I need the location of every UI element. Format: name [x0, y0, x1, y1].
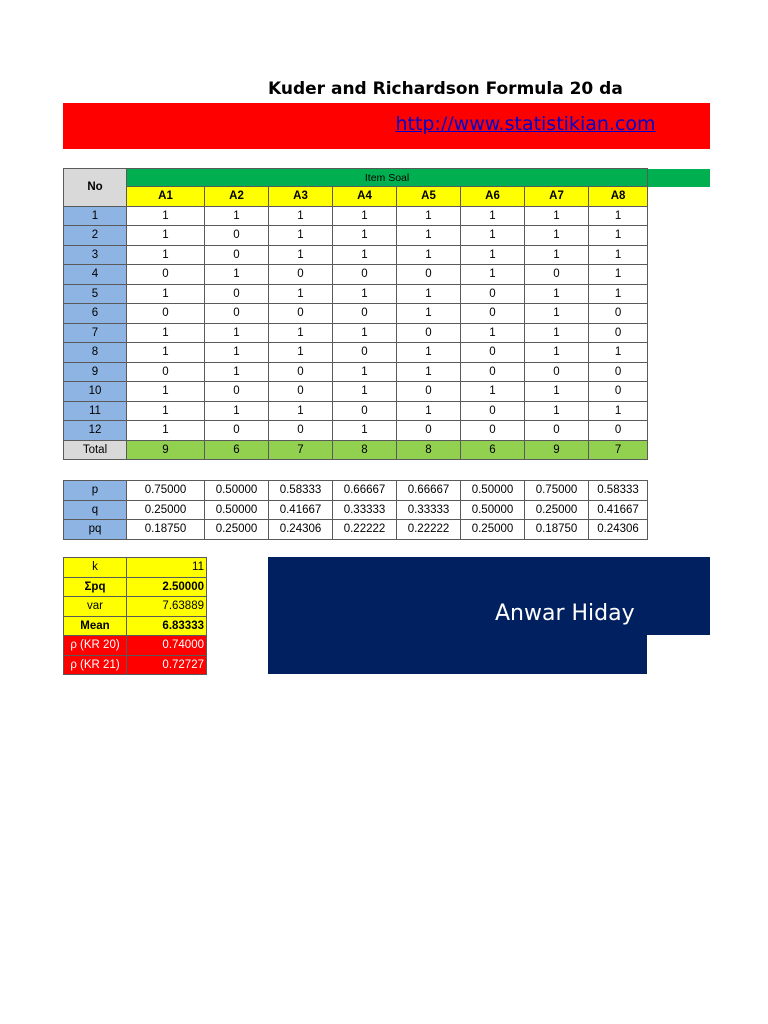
summary-value: 2.50000 [127, 577, 207, 597]
score-cell: 1 [397, 362, 461, 382]
item-column-header: A8 [589, 187, 648, 207]
score-cell: 1 [333, 284, 397, 304]
score-cell: 0 [205, 284, 269, 304]
author-name: Anwar Hiday [495, 601, 635, 626]
score-cell: 0 [127, 362, 205, 382]
row-number: 8 [64, 343, 127, 363]
stat-value: 0.18750 [525, 520, 589, 540]
score-cell: 1 [269, 284, 333, 304]
score-cell: 1 [269, 226, 333, 246]
score-cell: 1 [525, 343, 589, 363]
reliability-summary-table [63, 557, 207, 675]
stat-value: 0.25000 [127, 500, 205, 520]
stat-row [64, 481, 648, 501]
score-cell: 0 [269, 362, 333, 382]
score-cell: 1 [333, 206, 397, 226]
stat-value: 0.75000 [127, 481, 205, 501]
score-cell: 1 [589, 245, 648, 265]
summary-label: Mean [64, 616, 127, 636]
score-cell: 0 [461, 401, 525, 421]
score-cell: 0 [333, 304, 397, 324]
score-cell: 0 [205, 304, 269, 324]
score-cell: 1 [461, 206, 525, 226]
summary-label: k [64, 558, 127, 578]
score-cell: 1 [397, 226, 461, 246]
item-column-header: A4 [333, 187, 397, 207]
score-cell: 1 [333, 323, 397, 343]
score-cell: 1 [397, 401, 461, 421]
stat-value: 0.24306 [269, 520, 333, 540]
total-row [64, 440, 648, 460]
score-cell: 1 [333, 421, 397, 441]
row-number: 12 [64, 421, 127, 441]
header-row-group [64, 169, 648, 187]
stat-value: 0.25000 [525, 500, 589, 520]
stat-value: 0.24306 [589, 520, 648, 540]
header-row-columns [64, 187, 648, 207]
score-cell: 1 [269, 343, 333, 363]
score-cell: 1 [525, 284, 589, 304]
score-cell: 1 [205, 343, 269, 363]
score-cell: 1 [269, 323, 333, 343]
score-cell: 0 [525, 265, 589, 285]
summary-row [64, 577, 207, 597]
score-cell: 0 [397, 265, 461, 285]
stat-value: 0.50000 [205, 500, 269, 520]
row-number: 10 [64, 382, 127, 402]
score-cell: 0 [589, 323, 648, 343]
table-row [64, 284, 648, 304]
score-cell: 1 [525, 401, 589, 421]
score-cell: 1 [589, 343, 648, 363]
score-cell: 1 [127, 382, 205, 402]
score-cell: 1 [525, 245, 589, 265]
item-column-header: A5 [397, 187, 461, 207]
score-cell: 1 [525, 382, 589, 402]
score-cell: 1 [461, 323, 525, 343]
score-cell: 0 [525, 421, 589, 441]
score-cell: 0 [461, 421, 525, 441]
stat-value: 0.25000 [461, 520, 525, 540]
score-cell: 1 [127, 401, 205, 421]
table-row [64, 206, 648, 226]
stat-value: 0.50000 [461, 481, 525, 501]
score-cell: 1 [589, 284, 648, 304]
stat-row [64, 500, 648, 520]
stat-value: 0.18750 [127, 520, 205, 540]
score-cell: 0 [205, 245, 269, 265]
item-column-header: A3 [269, 187, 333, 207]
total-cell: 8 [333, 440, 397, 460]
summary-label: Σpq [64, 577, 127, 597]
total-cell: 8 [397, 440, 461, 460]
row-number: 5 [64, 284, 127, 304]
stat-label: q [64, 500, 127, 520]
item-column-header: A7 [525, 187, 589, 207]
stat-value: 0.33333 [333, 500, 397, 520]
stat-value: 0.58333 [589, 481, 648, 501]
summary-row [64, 558, 207, 578]
score-cell: 1 [525, 226, 589, 246]
summary-value: 6.83333 [127, 616, 207, 636]
table-row [64, 245, 648, 265]
summary-row [64, 597, 207, 617]
total-cell: 9 [127, 440, 205, 460]
item-score-table [63, 168, 648, 460]
url-banner [63, 103, 710, 149]
score-cell: 1 [461, 226, 525, 246]
score-cell: 0 [205, 382, 269, 402]
stat-value: 0.33333 [397, 500, 461, 520]
stat-value: 0.50000 [461, 500, 525, 520]
score-cell: 1 [205, 401, 269, 421]
total-cell: 6 [461, 440, 525, 460]
score-cell: 0 [205, 226, 269, 246]
score-cell: 1 [461, 265, 525, 285]
sheet-title: Kuder and Richardson Formula 20 da [268, 79, 623, 99]
score-cell: 0 [589, 421, 648, 441]
score-cell: 1 [589, 206, 648, 226]
table-row [64, 265, 648, 285]
score-cell: 0 [333, 265, 397, 285]
stat-value: 0.50000 [205, 481, 269, 501]
score-cell: 1 [589, 401, 648, 421]
score-cell: 0 [525, 362, 589, 382]
stat-value: 0.66667 [333, 481, 397, 501]
score-cell: 1 [127, 206, 205, 226]
score-cell: 0 [461, 284, 525, 304]
table-row [64, 304, 648, 324]
row-number: 7 [64, 323, 127, 343]
score-cell: 0 [127, 304, 205, 324]
table-row [64, 323, 648, 343]
total-cell: 7 [269, 440, 333, 460]
item-column-header: A6 [461, 187, 525, 207]
score-cell: 0 [397, 421, 461, 441]
score-cell: 0 [269, 265, 333, 285]
row-number: 6 [64, 304, 127, 324]
summary-row [64, 616, 207, 636]
score-cell: 1 [127, 284, 205, 304]
summary-row [64, 636, 207, 656]
score-cell: 1 [397, 206, 461, 226]
stat-value: 0.22222 [333, 520, 397, 540]
row-number: 1 [64, 206, 127, 226]
score-cell: 0 [333, 401, 397, 421]
row-number: 3 [64, 245, 127, 265]
item-statistics-table [63, 480, 648, 540]
score-cell: 0 [589, 304, 648, 324]
table-row [64, 362, 648, 382]
score-cell: 1 [269, 401, 333, 421]
table-row [64, 226, 648, 246]
stat-value: 0.75000 [525, 481, 589, 501]
score-cell: 0 [205, 421, 269, 441]
stat-value: 0.41667 [589, 500, 648, 520]
score-cell: 1 [127, 343, 205, 363]
stat-label: p [64, 481, 127, 501]
summary-label: ρ (KR 21) [64, 655, 127, 675]
score-cell: 0 [589, 362, 648, 382]
stat-value: 0.25000 [205, 520, 269, 540]
item-soal-header: Item Soal [127, 169, 648, 187]
score-cell: 1 [461, 245, 525, 265]
score-cell: 1 [525, 304, 589, 324]
summary-value: 0.72727 [127, 655, 207, 675]
summary-label: ρ (KR 20) [64, 636, 127, 656]
item-column-header: A2 [205, 187, 269, 207]
score-cell: 1 [397, 304, 461, 324]
score-cell: 0 [461, 362, 525, 382]
stat-value: 0.66667 [397, 481, 461, 501]
score-cell: 1 [397, 245, 461, 265]
score-cell: 1 [333, 362, 397, 382]
stat-value: 0.22222 [397, 520, 461, 540]
summary-value: 0.74000 [127, 636, 207, 656]
table-row [64, 382, 648, 402]
score-cell: 0 [461, 343, 525, 363]
row-number: 9 [64, 362, 127, 382]
stat-row [64, 520, 648, 540]
score-cell: 1 [333, 382, 397, 402]
author-banner-extension [647, 557, 710, 635]
score-cell: 1 [525, 323, 589, 343]
score-cell: 1 [589, 265, 648, 285]
row-number: 2 [64, 226, 127, 246]
score-cell: 1 [525, 206, 589, 226]
score-cell: 1 [333, 245, 397, 265]
score-cell: 0 [461, 304, 525, 324]
score-cell: 1 [127, 226, 205, 246]
row-number: 11 [64, 401, 127, 421]
score-cell: 1 [269, 206, 333, 226]
total-cell: 9 [525, 440, 589, 460]
score-cell: 0 [269, 382, 333, 402]
no-column-header: No [64, 169, 127, 207]
score-cell: 0 [589, 382, 648, 402]
score-cell: 0 [333, 343, 397, 363]
item-soal-header-extension [647, 169, 710, 187]
score-cell: 1 [205, 206, 269, 226]
total-cell: 6 [205, 440, 269, 460]
score-cell: 0 [269, 304, 333, 324]
score-cell: 0 [127, 265, 205, 285]
score-cell: 1 [397, 343, 461, 363]
table-row [64, 421, 648, 441]
summary-label: var [64, 597, 127, 617]
score-cell: 0 [269, 421, 333, 441]
score-cell: 1 [205, 362, 269, 382]
score-cell: 1 [589, 226, 648, 246]
score-cell: 1 [205, 323, 269, 343]
summary-row [64, 655, 207, 675]
stat-value: 0.58333 [269, 481, 333, 501]
score-cell: 1 [127, 323, 205, 343]
total-label: Total [64, 440, 127, 460]
score-cell: 0 [397, 323, 461, 343]
table-row [64, 343, 648, 363]
stat-value: 0.41667 [269, 500, 333, 520]
summary-value: 11 [127, 558, 207, 578]
score-cell: 1 [127, 245, 205, 265]
score-cell: 1 [397, 284, 461, 304]
table-row [64, 401, 648, 421]
row-number: 4 [64, 265, 127, 285]
score-cell: 1 [461, 382, 525, 402]
score-cell: 1 [205, 265, 269, 285]
score-cell: 1 [333, 226, 397, 246]
summary-value: 7.63889 [127, 597, 207, 617]
stat-label: pq [64, 520, 127, 540]
total-cell: 7 [589, 440, 648, 460]
item-column-header: A1 [127, 187, 205, 207]
score-cell: 1 [127, 421, 205, 441]
score-cell: 1 [269, 245, 333, 265]
website-link[interactable]: http://www.statistikian.com [395, 113, 656, 135]
score-cell: 0 [397, 382, 461, 402]
